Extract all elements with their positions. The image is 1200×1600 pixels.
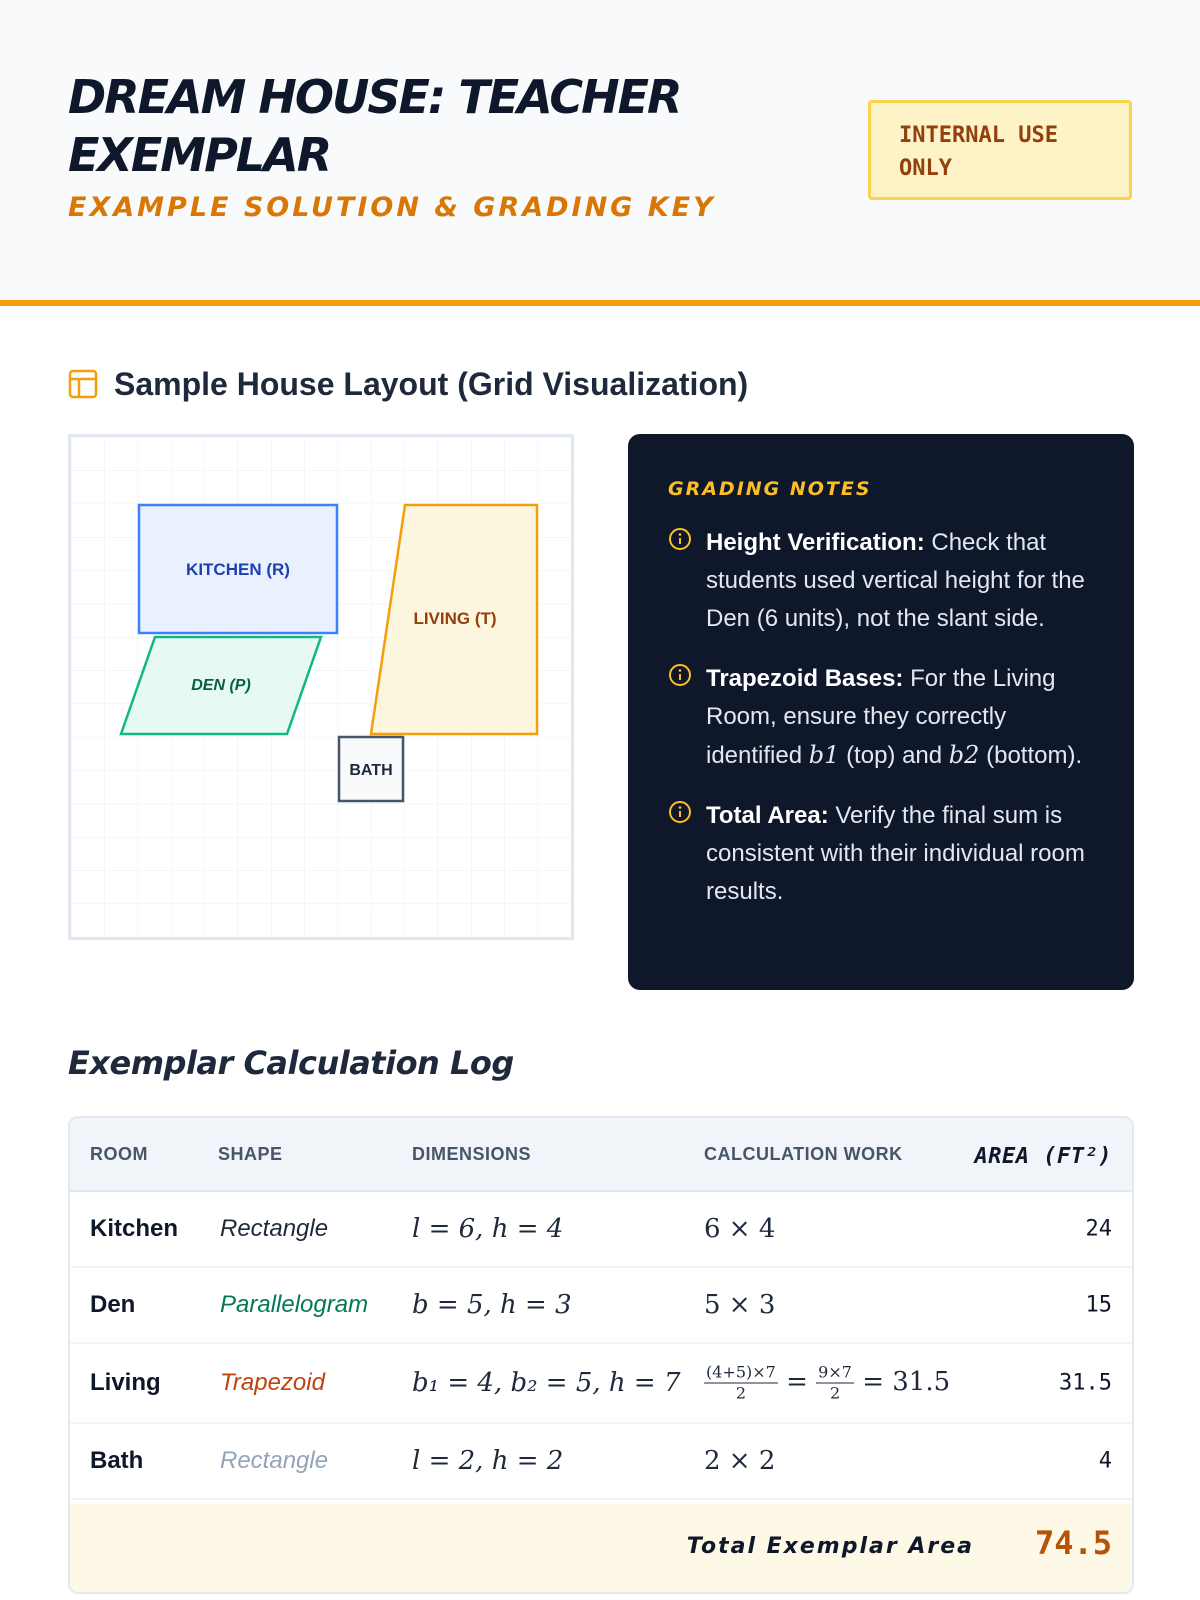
grading-note-text: Check that students used vertical height for the Den (6 units), not the slant side. xyxy=(706,529,1085,632)
page-subtitle: EXAMPLE SOLUTION & GRADING KEY xyxy=(68,192,716,223)
grading-note-text: (top) and xyxy=(846,742,943,769)
grading-note-heading: Total Area: xyxy=(706,802,829,829)
room-calculation: 6 × 4 xyxy=(704,1214,776,1244)
room-name: Living xyxy=(90,1369,161,1396)
room-shape: Rectangle xyxy=(220,1447,329,1474)
grading-note-heading: Trapezoid Bases: xyxy=(706,665,904,692)
room-area: 4 xyxy=(1098,1448,1112,1474)
fraction-numerator: 9×7 xyxy=(818,1362,852,1382)
info-icon xyxy=(668,527,692,551)
table-header xyxy=(70,1118,1132,1192)
column-header-area: AREA (FT²) xyxy=(974,1144,1112,1169)
grading-note xyxy=(668,524,1094,638)
total-value: 74.5 xyxy=(1034,1524,1112,1562)
total-label: Total Exemplar Area xyxy=(686,1534,974,1559)
layout-section-heading xyxy=(68,364,748,404)
den-room-label: DEN (P) xyxy=(191,677,251,694)
info-icon xyxy=(668,663,692,687)
room-shape: Rectangle xyxy=(220,1215,329,1242)
layout-icon xyxy=(68,369,98,399)
column-header-dimensions: DIMENSIONS xyxy=(412,1144,532,1164)
fraction-denominator: 2 xyxy=(735,1383,747,1403)
page-header xyxy=(0,0,1200,306)
kitchen-room-label: KITCHEN (R) xyxy=(186,560,290,579)
calculation-result: = 31.5 xyxy=(862,1367,951,1397)
grading-note-text: For the Living Room, ensure they correctly identified xyxy=(706,665,1056,769)
grading-note xyxy=(668,797,1094,911)
room-dimensions: l = 6, h = 4 xyxy=(412,1214,564,1244)
room-calculation: 5 × 3 xyxy=(704,1290,776,1320)
table-row xyxy=(70,1344,1132,1424)
room-area: 31.5 xyxy=(1059,1370,1112,1396)
room-shape: Trapezoid xyxy=(220,1369,325,1396)
grading-note-text: (bottom). xyxy=(986,742,1083,769)
room-calculation: $\frac{(4+5)\times 7}{2}$ = $\frac{9\times 7}{2}$ = 31.5 xyxy=(706,1362,951,1403)
house-layout-grid xyxy=(68,434,574,940)
grading-note-heading: Height Verification: xyxy=(706,529,925,556)
room-name: Den xyxy=(90,1291,136,1318)
grading-note xyxy=(668,660,1094,775)
table-row xyxy=(70,1268,1132,1344)
calculation-log-title: Exemplar Calculation Log xyxy=(68,1044,514,1082)
room-dimensions: b₁ = 4, b₂ = 5, h = 7 xyxy=(412,1368,681,1398)
room-area: 15 xyxy=(1085,1292,1112,1318)
bath-room-label: BATH xyxy=(349,762,393,779)
room-dimensions: l = 2, h = 2 xyxy=(412,1446,564,1476)
table-row xyxy=(70,1424,1132,1500)
room-dimensions: b = 5, h = 3 xyxy=(412,1290,572,1320)
room-calculation: 2 × 2 xyxy=(704,1446,776,1476)
grading-notes-panel xyxy=(628,434,1134,990)
table-row xyxy=(70,1192,1132,1268)
fraction-denominator: 2 xyxy=(829,1383,841,1403)
column-header-calculation: CALCULATION WORK xyxy=(704,1144,903,1164)
page-title: DREAM HOUSE: TEACHER EXEMPLAR xyxy=(68,70,681,182)
internal-use-badge: INTERNAL USE ONLY xyxy=(868,100,1132,200)
grading-note-text: Verify the final sum is consistent with their individual room results. xyxy=(706,802,1085,905)
column-header-room: ROOM xyxy=(90,1144,148,1164)
room-area: 24 xyxy=(1085,1216,1112,1242)
column-header-shape: SHAPE xyxy=(218,1144,283,1164)
living-room-label: LIVING (T) xyxy=(413,609,497,628)
calculation-log-table xyxy=(68,1116,1134,1594)
room-name: Kitchen xyxy=(90,1215,179,1242)
room-name: Bath xyxy=(90,1447,144,1474)
total-row xyxy=(70,1504,1132,1592)
layout-section-title: Sample House Layout (Grid Visualization) xyxy=(114,365,749,402)
fraction-numerator: (4+5)×7 xyxy=(706,1362,776,1382)
math-b2: b2 xyxy=(948,741,980,769)
info-icon xyxy=(668,800,692,824)
grading-notes-title: GRADING NOTES xyxy=(668,478,872,500)
math-b1: b1 xyxy=(808,741,840,769)
room-shape: Parallelogram xyxy=(220,1291,369,1318)
